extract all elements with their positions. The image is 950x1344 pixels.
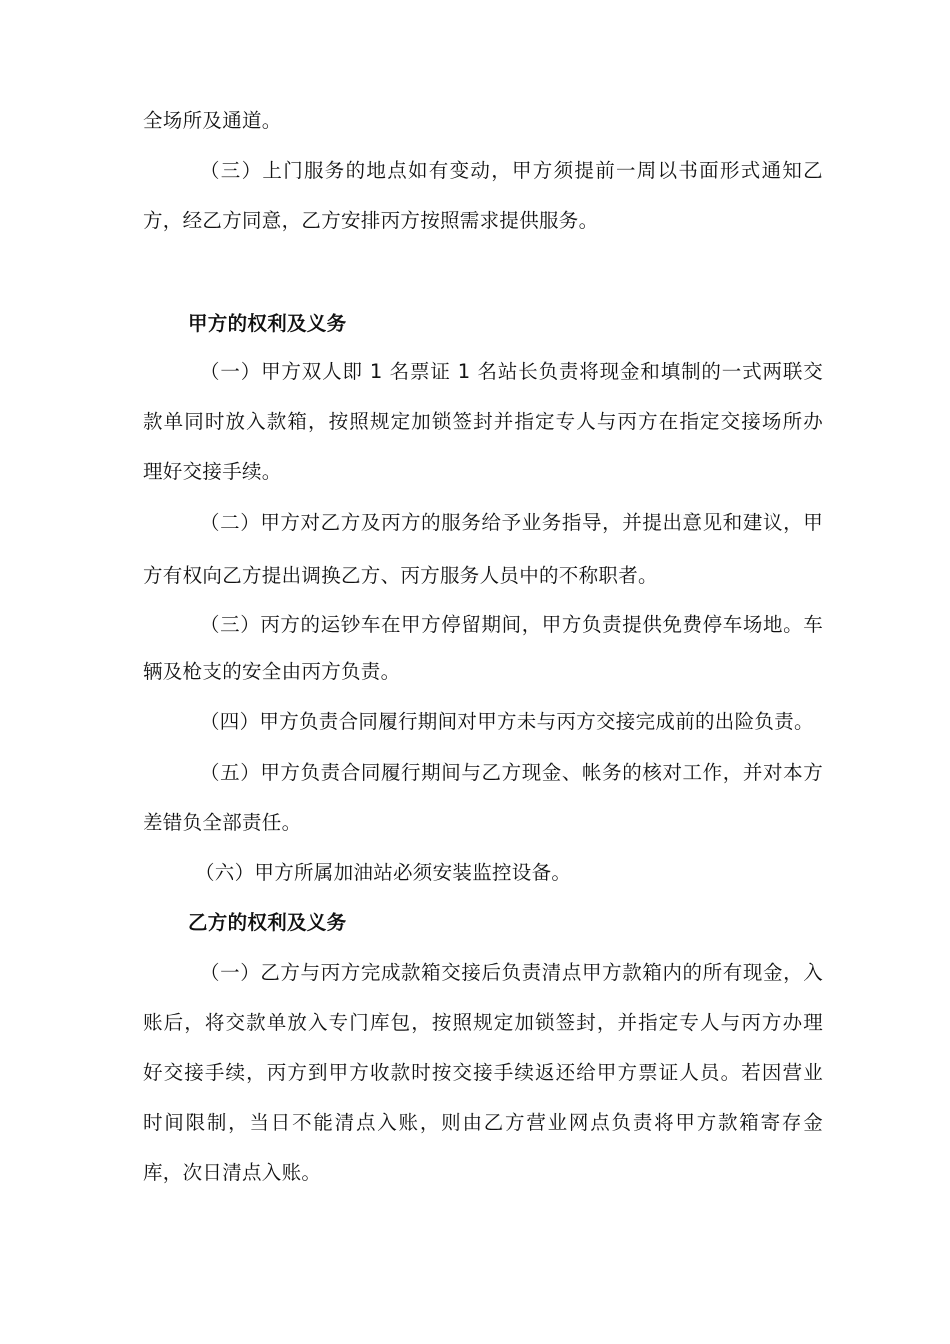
paragraph-line: 款单同时放入款箱，按照规定加锁签封并指定专人与丙方在指定交接场所办 xyxy=(143,410,823,433)
paragraph-line: 方有权向乙方提出调换乙方、丙方服务人员中的不称职者。 xyxy=(143,564,658,587)
paragraph-line: （三）丙方的运钞车在甲方停留期间，甲方负责提供免费停车场地。车 xyxy=(200,613,823,636)
paragraph-line: 辆及枪支的安全由丙方负责。 xyxy=(143,660,401,683)
paragraph-line: 账后，将交款单放入专门库包，按照规定加锁签封，并指定专人与丙方办理 xyxy=(143,1011,823,1034)
paragraph-line: （六）甲方所属加油站必须安装监控设备。 xyxy=(195,861,572,884)
paragraph-line: 好交接手续，丙方到甲方收款时按交接手续返还给甲方票证人员。若因营业 xyxy=(143,1061,823,1084)
paragraph-line: （二）甲方对乙方及丙方的服务给予业务指导，并提出意见和建议，甲 xyxy=(200,511,823,534)
paragraph-line: 方，经乙方同意，乙方安排丙方按照需求提供服务。 xyxy=(143,209,599,232)
paragraph-line: （五）甲方负责合同履行期间与乙方现金、帐务的核对工作，并对本方 xyxy=(200,761,823,784)
paragraph-line: （一）甲方双人即 1 名票证 1 名站长负责将现金和填制的一式两联交 xyxy=(200,360,823,383)
paragraph-line: （三）上门服务的地点如有变动，甲方须提前一周以书面形式通知乙 xyxy=(200,159,823,182)
paragraph-line: 全场所及通道。 xyxy=(143,109,282,132)
paragraph-line: 理好交接手续。 xyxy=(143,460,282,483)
section-heading-party-a: 甲方的权利及义务 xyxy=(188,312,347,335)
paragraph-line: 时间限制，当日不能清点入账，则由乙方营业网点负责将甲方款箱寄存金 xyxy=(143,1111,823,1134)
paragraph-line: 库，次日清点入账。 xyxy=(143,1161,322,1184)
paragraph-line: 差错负全部责任。 xyxy=(143,811,302,834)
paragraph-line: （一）乙方与丙方完成款箱交接后负责清点甲方款箱内的所有现金，入 xyxy=(200,961,823,984)
section-heading-party-b: 乙方的权利及义务 xyxy=(188,911,347,934)
paragraph-line: （四）甲方负责合同履行期间对甲方未与丙方交接完成前的出险负责。 xyxy=(200,710,814,733)
